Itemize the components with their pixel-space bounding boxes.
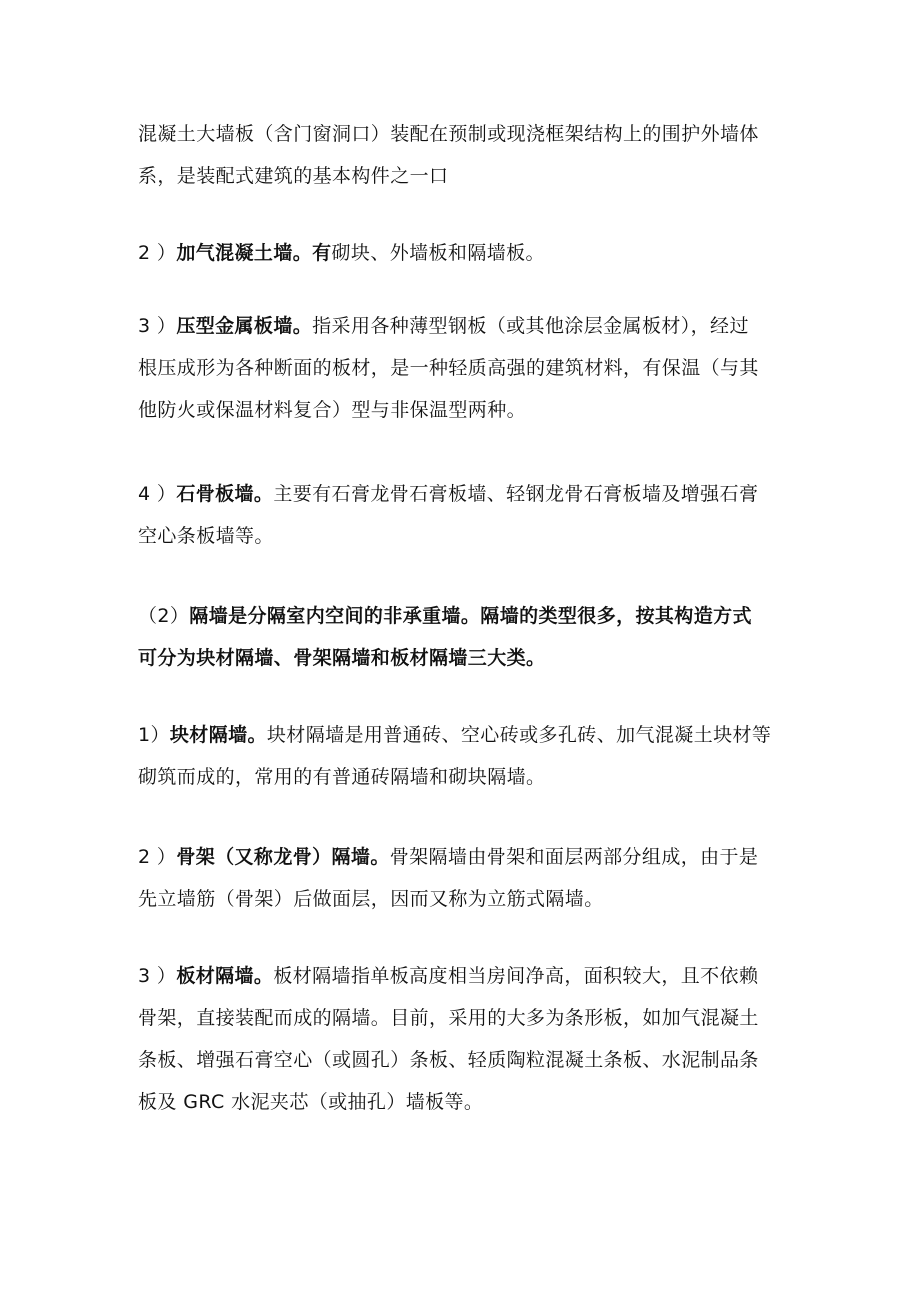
text-run: 板及 GRC 水泥夹芯（或抽孔）墙板等。	[138, 1091, 484, 1113]
text-line	[138, 155, 788, 197]
text-line	[138, 997, 788, 1039]
text-run: 块材隔墙是用普通砖、空心砖或多孔砖、加气混凝土块材等	[266, 724, 772, 746]
text-line	[138, 756, 788, 798]
text-line	[138, 1039, 788, 1081]
text-run: 砌筑而成的，常用的有普通砖隔墙和砌块隔墙。	[138, 766, 546, 788]
text-run: 板材隔墙指单板高度相当房间净高，面积较大，且不依赖	[273, 965, 759, 987]
paragraph-block-partition	[138, 714, 788, 798]
paragraph-profiled-metal-wall	[138, 305, 788, 431]
text-run: 主要有石膏龙骨石膏板墙、轻钢龙骨石膏板墙及增强石膏	[273, 483, 759, 505]
text-run: 混凝土大墙板（含门窗洞口）装配在预制或现浇框架结构上的围护外墙体	[138, 123, 759, 145]
paragraph-gypsum-board-wall	[138, 473, 788, 557]
text-line	[138, 515, 788, 557]
text-run: 骨架隔墙由骨架和面层两部分组成，由于是	[389, 846, 759, 868]
text-run: 他防火或保温材料复合）型与非保温型两种。	[138, 399, 527, 421]
text-line	[138, 595, 788, 637]
paragraph-frame-partition	[138, 836, 788, 920]
text-run: 先立墙筋（骨架）后做面层，因而又称为立筋式隔墙。	[138, 888, 604, 910]
text-line	[138, 955, 788, 997]
bold-text-run: 压型金属板墙。	[176, 315, 313, 337]
text-run: 4 ）	[138, 483, 177, 505]
paragraph-board-partition	[138, 955, 788, 1123]
text-line	[138, 347, 788, 389]
text-run: 3 ）	[138, 965, 177, 987]
text-run: 2 ）	[138, 242, 177, 264]
text-line	[138, 305, 788, 347]
text-line	[138, 232, 788, 274]
text-run: 骨架，直接装配而成的隔墙。目前，采用的大多为条形板，如加气混凝土	[138, 1007, 759, 1029]
paragraph-partition-wall-intro	[138, 595, 788, 679]
text-line	[138, 389, 788, 431]
text-line	[138, 637, 788, 679]
text-run: 1）	[138, 724, 170, 746]
bold-text-run: 骨架（又称龙骨）隔墙。	[176, 846, 390, 868]
text-run: 2 ）	[138, 846, 177, 868]
text-run: 3 ）	[138, 315, 177, 337]
text-line	[138, 714, 788, 756]
bold-text-run: 加气混凝土墙。有	[176, 242, 332, 264]
bold-text-run: 石骨板墙。	[176, 483, 274, 505]
text-line	[138, 836, 788, 878]
bold-text-run: 板材隔墙。	[176, 965, 274, 987]
text-run: 空心条板墙等。	[138, 525, 274, 547]
bold-text-run: 块材隔墙。	[169, 724, 267, 746]
text-run: 系，是装配式建筑的基本构件之一口	[138, 165, 449, 187]
paragraph-precast-wall	[138, 113, 788, 197]
text-run: 根压成形为各种断面的板材，是一种轻质高强的建筑材料，有保温（与其	[138, 357, 759, 379]
text-run: （2）	[138, 605, 190, 627]
bold-text-run: 隔墙是分隔室内空间的非承重墙。隔墙的类型很多，按其构造方式	[189, 605, 752, 627]
bold-text-run: 可分为块材隔墙、骨架隔墙和板材隔墙三大类。	[138, 647, 546, 669]
paragraph-aerated-concrete-wall	[138, 232, 788, 274]
text-line	[138, 473, 788, 515]
text-line	[138, 878, 788, 920]
text-run: 条板、增强石膏空心（或圆孔）条板、轻质陶粒混凝土条板、水泥制品条	[138, 1049, 759, 1071]
text-run: 指采用各种薄型钢板（或其他涂层金属板材），经过	[312, 315, 749, 337]
text-line	[138, 1081, 788, 1123]
text-line	[138, 113, 788, 155]
text-run: 砌块、外墙板和隔墙板。	[331, 242, 545, 264]
